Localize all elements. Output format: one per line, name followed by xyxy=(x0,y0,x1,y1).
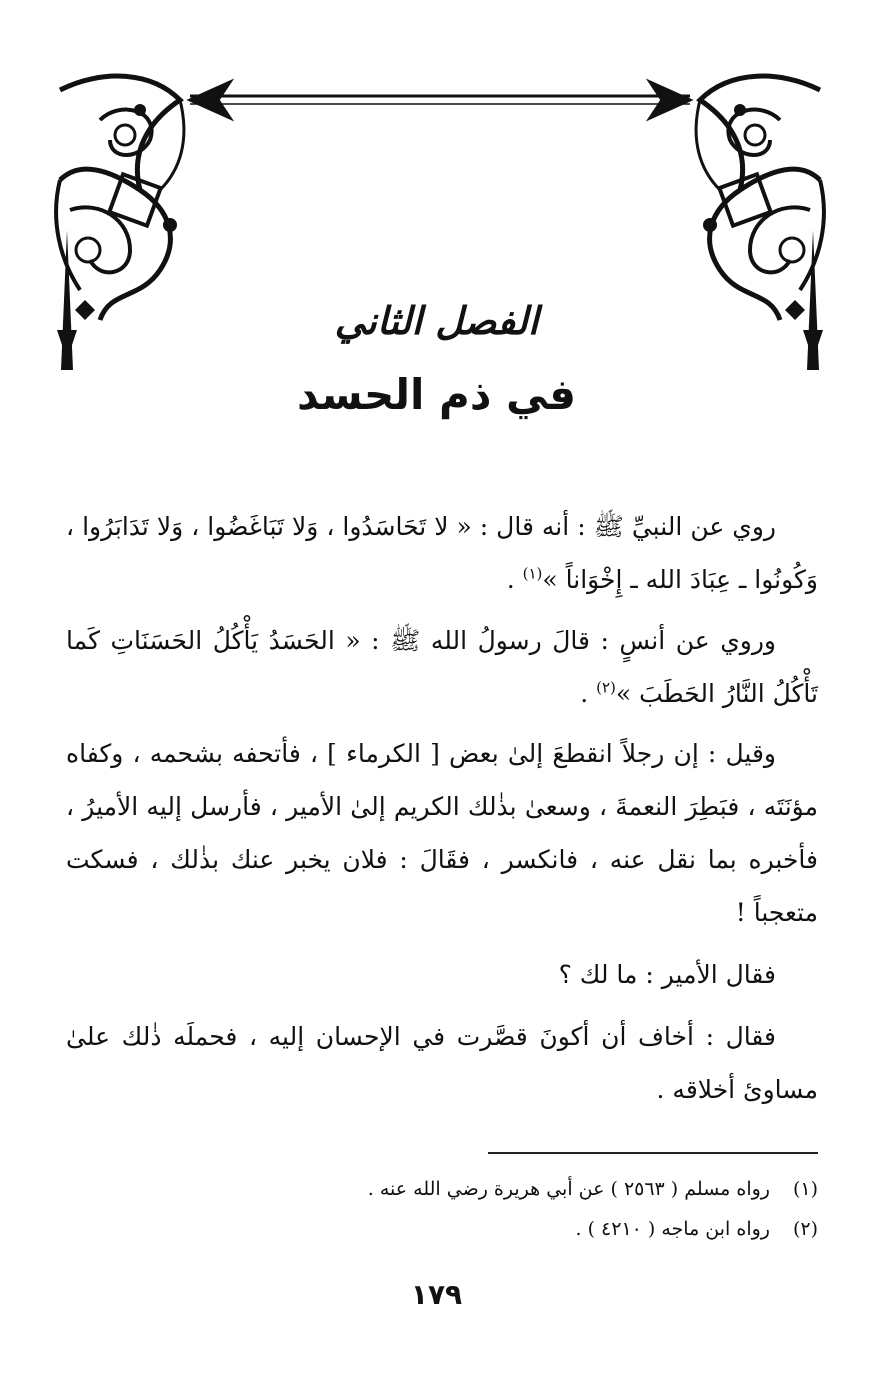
footnote-1-number: (١) xyxy=(792,1178,818,1200)
footnote-1 xyxy=(368,1178,818,1200)
paragraph-4 xyxy=(66,948,818,1001)
footnote-2-number: (٢) xyxy=(792,1218,818,1240)
page-number: ١٧٩ xyxy=(410,1278,463,1311)
paragraph-1-tail: . xyxy=(506,565,523,594)
paragraph-2-text: وروي عن أنسٍ : قالَ رسولُ الله ﷺ : « الحَسَدُ يَأْكُلُ الحَسَنَاتِ كَما تَأْكُلُ النَّارُ الحَطَبَ » xyxy=(66,626,818,708)
footnote-divider xyxy=(488,1152,818,1154)
paragraph-1-text: روي عن النبيِّ ﷺ : أنه قال : « لا تَحَاسَدُوا ، وَلا تَبَاغَضُوا ، وَلا تَدَابَرُوا ، وَكُونُوا ـ عِبَادَ الله ـ إِخْوَاناً » xyxy=(66,512,818,594)
paragraph-5 xyxy=(66,1010,818,1116)
left-corner-ornament xyxy=(56,76,184,320)
footnote-ref-2[interactable]: (٢) xyxy=(596,678,616,697)
footnote-1-text: رواه مسلم ( ٢٥٦٣ ) عن أبي هريرة رضي الله عنه . xyxy=(367,1178,770,1200)
paragraph-3-text: وقيل : إن رجلاً انقطعَ إلىٰ بعض [ الكرماء ] ، فأتحفه بشحمه ، وكفاه مؤنَتَه ، فبَطِرَ النعمةَ ، وسعىٰ بذٰلك الكريم إلىٰ الأمير ، فأرسل إليه الأميرُ ، فأخبره بما نقل عنه ، فانكسر ، فقَالَ : فلان يخبر عنك بذٰلك ، فسكت متعجباً ! xyxy=(66,739,818,927)
paragraph-4-text: فقال الأمير : ما لك ؟ xyxy=(558,960,776,989)
paragraph-1 xyxy=(66,500,818,606)
chapter-title: في ذم الحسد xyxy=(296,370,576,419)
footnote-2-text: رواه ابن ماجه ( ٤٢١٠ ) . xyxy=(575,1218,770,1240)
paragraph-5-text: فقال : أخاف أن أكونَ قصَّرت في الإحسان إليه ، فحملَه ذٰلك علىٰ مساوئ أخلاقه . xyxy=(66,1022,818,1104)
paragraph-2 xyxy=(66,614,818,720)
footnote-2 xyxy=(576,1218,819,1240)
paragraph-2-tail: . xyxy=(580,679,597,708)
chapter-label: الفصل الثاني xyxy=(334,298,539,343)
footnote-ref-1[interactable]: (١) xyxy=(522,564,543,583)
paragraph-3 xyxy=(66,727,818,939)
